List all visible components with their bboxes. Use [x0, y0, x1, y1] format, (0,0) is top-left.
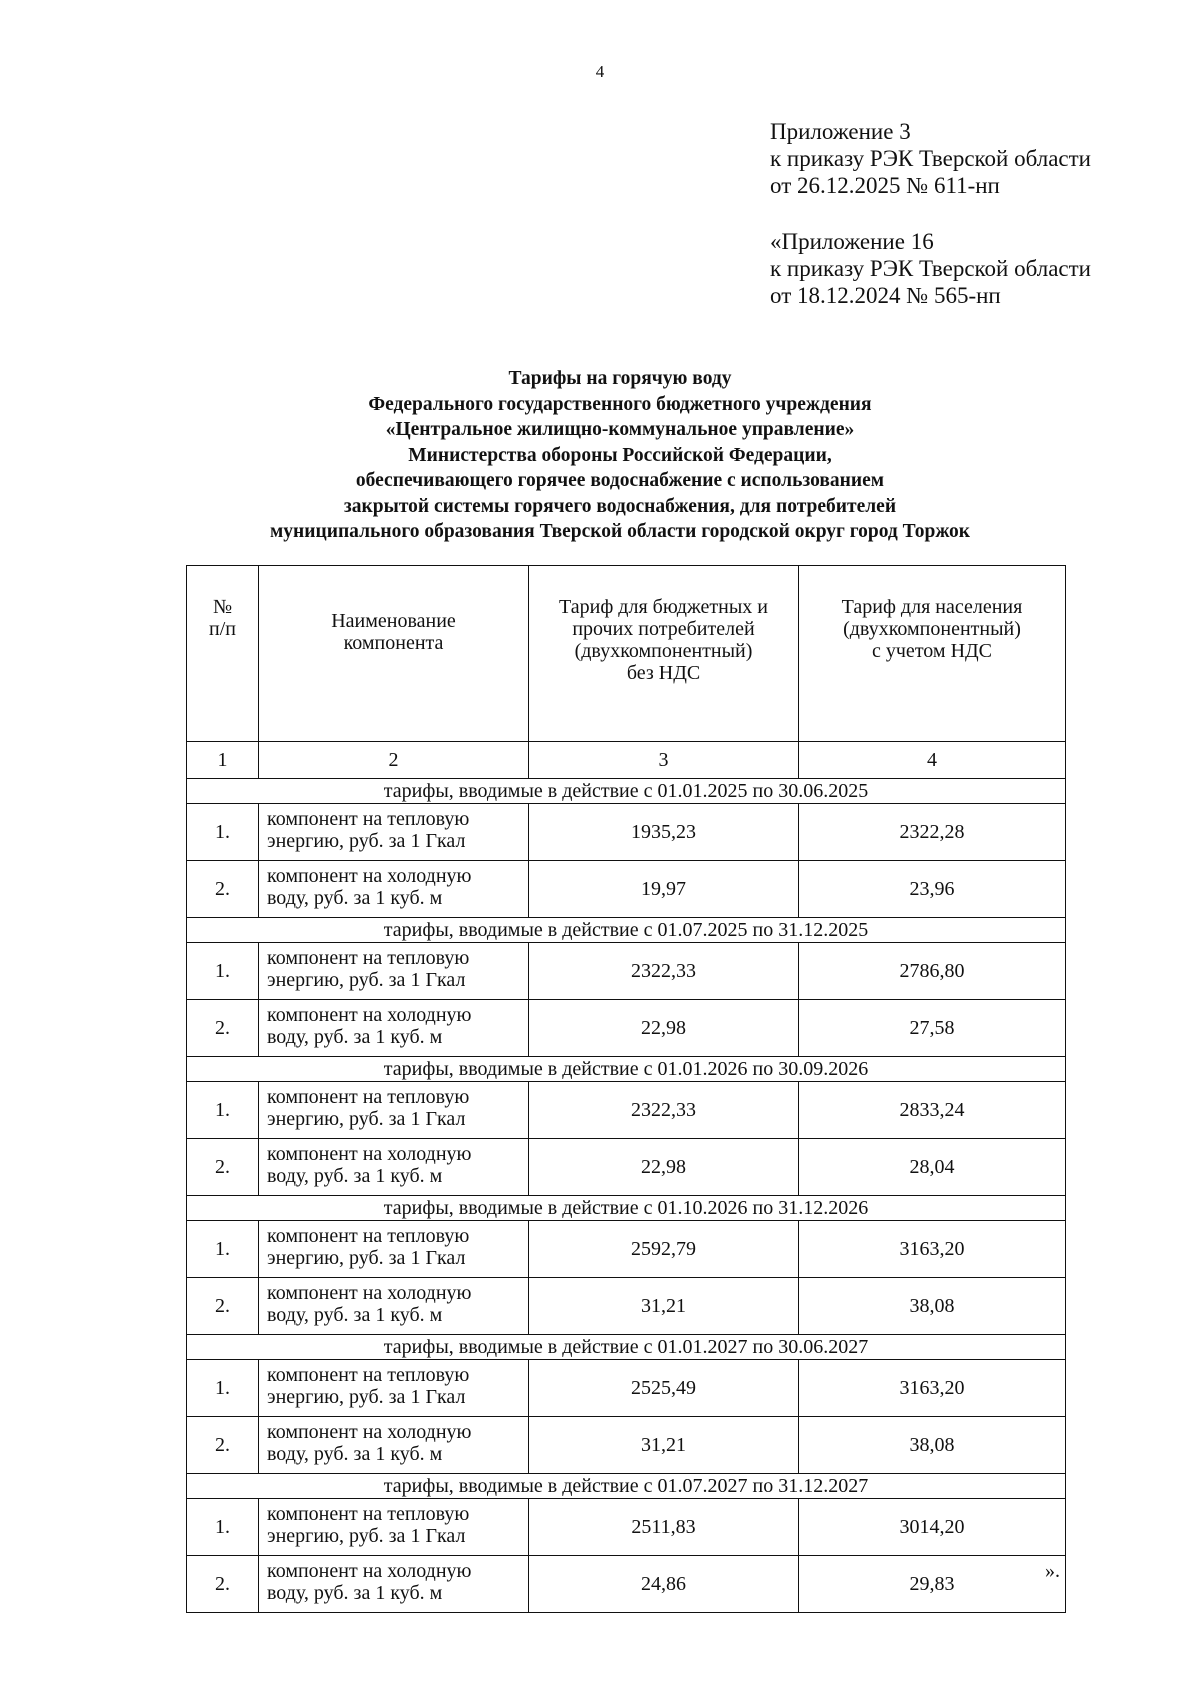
budget-tariff-value: 31,21: [529, 1278, 799, 1335]
population-tariff-value: 3163,20: [799, 1221, 1066, 1278]
budget-tariff-value: 2511,83: [529, 1499, 799, 1556]
row-number: 2.: [187, 1139, 259, 1196]
period-row: [187, 1196, 1066, 1221]
period-label: тарифы, вводимые в действие с 01.07.2025 по 31.12.2025: [187, 918, 1066, 943]
table-row: [187, 1221, 1066, 1278]
period-row: [187, 779, 1066, 804]
component-name-line: воду, руб. за 1 куб. м: [267, 1026, 443, 1048]
component-name: [259, 1360, 529, 1417]
component-name: [259, 1082, 529, 1139]
row-number: 1.: [187, 1360, 259, 1417]
row-number: 1.: [187, 943, 259, 1000]
population-tariff-value: 28,04: [799, 1139, 1066, 1196]
table-row: [187, 804, 1066, 861]
table-row: [187, 1360, 1066, 1417]
budget-tariff-value: 2592,79: [529, 1221, 799, 1278]
column-number: 4: [799, 742, 1066, 779]
component-name-line: компонент на тепловую: [267, 1225, 470, 1247]
component-name-line: компонент на холодную: [267, 1560, 472, 1582]
period-label: тарифы, вводимые в действие с 01.01.2027 по 30.06.2027: [187, 1335, 1066, 1360]
table-row: [187, 861, 1066, 918]
header-text: Наименование: [331, 610, 456, 632]
component-name-line: компонент на холодную: [267, 1143, 472, 1165]
component-name: [259, 861, 529, 918]
title-line: закрытой системы горячего водоснабжения, для потребителей: [343, 495, 897, 517]
row-number: 1.: [187, 1221, 259, 1278]
header-population-tariff: [799, 566, 1066, 742]
page-number: 4: [595, 62, 605, 81]
population-tariff-value: 38,08: [799, 1278, 1066, 1335]
component-name: [259, 1139, 529, 1196]
appendix-current-line: к приказу РЭК Тверской области: [770, 146, 1091, 171]
component-name: [259, 943, 529, 1000]
row-number: 2.: [187, 1556, 259, 1613]
population-tariff-value: 3163,20: [799, 1360, 1066, 1417]
header-number: [187, 566, 259, 742]
period-row: [187, 1474, 1066, 1499]
component-name: [259, 1221, 529, 1278]
appendix-original: [770, 228, 1091, 309]
component-name-line: энергию, руб. за 1 Гкал: [267, 1247, 466, 1269]
column-number: 2: [259, 742, 529, 779]
header-text: компонента: [343, 632, 444, 654]
table-row: [187, 1556, 1066, 1613]
population-tariff-value: 3014,20: [799, 1499, 1066, 1556]
component-name-line: энергию, руб. за 1 Гкал: [267, 1108, 466, 1130]
component-name-line: энергию, руб. за 1 Гкал: [267, 1525, 466, 1547]
population-tariff-value: 2833,24: [799, 1082, 1066, 1139]
component-name: [259, 1499, 529, 1556]
title-line: Министерства обороны Российской Федерации,: [408, 444, 832, 466]
component-name-line: энергию, руб. за 1 Гкал: [267, 830, 466, 852]
budget-tariff-value: 19,97: [529, 861, 799, 918]
tariff-table: [186, 565, 1066, 1613]
table-row: [187, 1278, 1066, 1335]
column-number: 3: [529, 742, 799, 779]
appendix-current-line: от 26.12.2025 № 611-нп: [770, 173, 1000, 198]
period-row: [187, 1335, 1066, 1360]
component-name-line: воду, руб. за 1 куб. м: [267, 1582, 443, 1604]
header-text: Тариф для населения: [841, 596, 1023, 618]
table-row: [187, 1082, 1066, 1139]
appendix-original-line: к приказу РЭК Тверской области: [770, 256, 1091, 281]
component-name-line: компонент на тепловую: [267, 947, 470, 969]
row-number: 2.: [187, 1417, 259, 1474]
row-number: 1.: [187, 1499, 259, 1556]
component-name-line: компонент на тепловую: [267, 808, 470, 830]
component-name-line: воду, руб. за 1 куб. м: [267, 1443, 443, 1465]
budget-tariff-value: 1935,23: [529, 804, 799, 861]
population-tariff-value: 38,08: [799, 1417, 1066, 1474]
component-name-line: компонент на тепловую: [267, 1086, 470, 1108]
table-row: [187, 1417, 1066, 1474]
component-name: [259, 1556, 529, 1613]
component-name-line: компонент на тепловую: [267, 1364, 470, 1386]
population-tariff-value: 2322,28: [799, 804, 1066, 861]
table-row: [187, 1000, 1066, 1057]
title-line: Федерального государственного бюджетного учреждения: [368, 393, 872, 415]
budget-tariff-value: 2525,49: [529, 1360, 799, 1417]
component-name-line: воду, руб. за 1 куб. м: [267, 1304, 443, 1326]
population-tariff-value: 23,96: [799, 861, 1066, 918]
component-name: [259, 1417, 529, 1474]
component-name-line: компонент на холодную: [267, 1282, 472, 1304]
budget-tariff-value: 22,98: [529, 1139, 799, 1196]
population-tariff-value: 27,58: [799, 1000, 1066, 1057]
header-text: без НДС: [626, 662, 701, 684]
row-number: 2.: [187, 1000, 259, 1057]
appendix-current: [770, 118, 1091, 199]
component-name-line: компонент на холодную: [267, 1421, 472, 1443]
component-name-line: компонент на тепловую: [267, 1503, 470, 1525]
row-number: 1.: [187, 804, 259, 861]
header-text: №: [212, 596, 233, 618]
title-line: обеспечивающего горячее водоснабжение с использованием: [355, 470, 885, 491]
header-text: (двухкомпонентный): [843, 618, 1021, 640]
component-name-line: компонент на холодную: [267, 1004, 472, 1026]
period-row: [187, 1057, 1066, 1082]
column-numbers-row: [187, 742, 1066, 779]
appendix-current-line: Приложение 3: [770, 119, 911, 144]
row-number: 2.: [187, 1278, 259, 1335]
header-text: с учетом НДС: [872, 640, 992, 662]
component-name-line: воду, руб. за 1 куб. м: [267, 1165, 443, 1187]
appendix-original-line: от 18.12.2024 № 565-нп: [770, 283, 1001, 308]
budget-tariff-value: 2322,33: [529, 943, 799, 1000]
table-row: [187, 943, 1066, 1000]
component-name-line: энергию, руб. за 1 Гкал: [267, 969, 466, 991]
header-text: прочих потребителей: [572, 618, 755, 640]
appendix-original-line: «Приложение 16: [770, 229, 934, 254]
title-line: Тарифы на горячую воду: [508, 368, 732, 389]
component-name-line: воду, руб. за 1 куб. м: [267, 887, 443, 909]
document-title: [0, 366, 1200, 545]
title-line: муниципального образования Тверской области городской округ город Торжок: [269, 521, 971, 542]
title-line: «Центральное жилищно-коммунальное управление»: [385, 419, 855, 440]
period-row: [187, 918, 1066, 943]
period-label: тарифы, вводимые в действие с 01.01.2026 по 30.09.2026: [187, 1057, 1066, 1082]
component-name-line: компонент на холодную: [267, 865, 472, 887]
closing-quote: ».: [1045, 1560, 1060, 1582]
header-budget-tariff: [529, 566, 799, 742]
component-name: [259, 804, 529, 861]
budget-tariff-value: 24,86: [529, 1556, 799, 1613]
population-tariff-value: 29,83: [799, 1556, 1066, 1613]
table-row: [187, 1499, 1066, 1556]
budget-tariff-value: 2322,33: [529, 1082, 799, 1139]
table-header-row: [187, 566, 1066, 742]
column-number: 1: [187, 742, 259, 779]
population-tariff-value: 2786,80: [799, 943, 1066, 1000]
component-name: [259, 1000, 529, 1057]
row-number: 1.: [187, 1082, 259, 1139]
budget-tariff-value: 22,98: [529, 1000, 799, 1057]
table-row: [187, 1139, 1066, 1196]
period-label: тарифы, вводимые в действие с 01.10.2026 по 31.12.2026: [187, 1196, 1066, 1221]
period-label: тарифы, вводимые в действие с 01.01.2025 по 30.06.2025: [187, 779, 1066, 804]
component-name-line: энергию, руб. за 1 Гкал: [267, 1386, 466, 1408]
header-text: Тариф для бюджетных и: [559, 596, 768, 618]
budget-tariff-value: 31,21: [529, 1417, 799, 1474]
row-number: 2.: [187, 861, 259, 918]
header-text: (двухкомпонентный): [574, 640, 753, 662]
component-name: [259, 1278, 529, 1335]
header-text: п/п: [209, 618, 236, 640]
header-component-name: [259, 566, 529, 742]
period-label: тарифы, вводимые в действие с 01.07.2027 по 31.12.2027: [187, 1474, 1066, 1499]
